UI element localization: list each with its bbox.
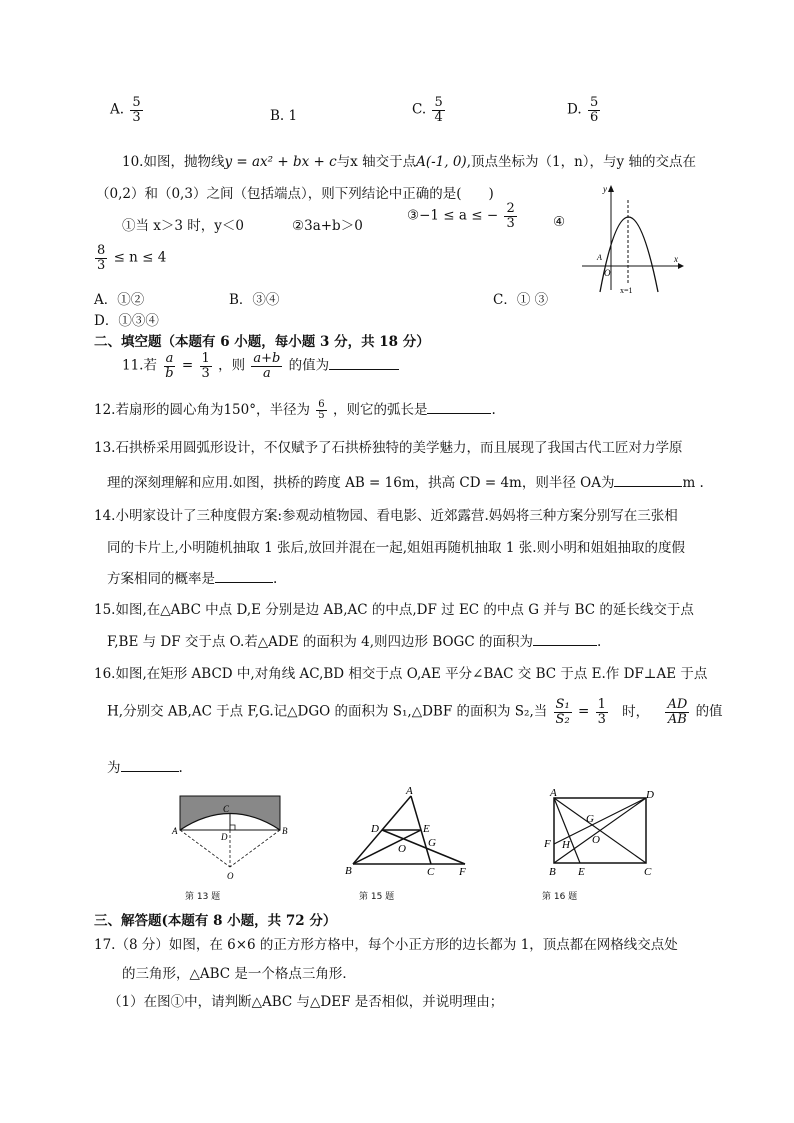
text: 10.如图，抛物线	[122, 154, 225, 170]
axis-label: x=1	[620, 286, 633, 295]
denominator: AB	[667, 711, 687, 727]
text: 12.若扇形的圆心角为150°，半径为	[94, 402, 310, 418]
label-a: A	[550, 787, 557, 799]
right-angle-mark	[230, 825, 235, 830]
denominator: 3	[597, 711, 606, 727]
label-e: E	[578, 866, 585, 878]
text: ③−1 ≤ a ≤ −	[407, 207, 499, 224]
option-label: A.	[110, 101, 125, 118]
label-c: C	[223, 804, 230, 814]
option-label: D.	[567, 101, 582, 118]
figure-16	[540, 786, 670, 878]
label-g: G	[586, 813, 594, 825]
text: 时，	[622, 703, 650, 720]
numerator: 2	[506, 201, 515, 216]
text: ，则	[218, 357, 246, 374]
denominator: a	[262, 365, 271, 381]
figure-15	[343, 786, 473, 878]
numerator: a+b	[253, 351, 281, 366]
figure-16-caption: 第 16 题	[542, 892, 578, 902]
text: 的值为	[288, 357, 330, 374]
fraction	[554, 698, 572, 726]
figure-15-caption: 第 15 题	[359, 892, 395, 902]
equation: y = ax² + bx + c	[224, 154, 337, 170]
q13-line1: 13.石拱桥采用圆弧形设计，不仅赋予了石拱桥独特的美学魅力，而且展现了我国古代工匠对力学原	[94, 440, 683, 456]
denominator: 3	[97, 257, 106, 273]
text: .	[273, 571, 278, 587]
y-axis-arrow	[608, 185, 614, 192]
q15-line2	[107, 630, 601, 650]
fraction	[95, 244, 107, 272]
label-d: D	[371, 823, 379, 835]
q10-option-d: D．①③④	[94, 313, 159, 329]
denominator: 6	[589, 109, 599, 125]
q14-line3	[107, 567, 277, 587]
denominator: 4	[434, 109, 443, 125]
segment-df	[554, 798, 646, 844]
q16-line2	[107, 698, 723, 726]
figure-13	[170, 792, 295, 882]
point: A(-1, 0)	[416, 154, 467, 170]
fraction	[316, 400, 326, 422]
q13-line2	[107, 471, 704, 491]
fraction	[596, 698, 608, 726]
q14-line1: 14.小明家设计了三种度假方案:参观动植物园、看电影、近郊露营.妈妈将三种方案分别写在三张相	[94, 508, 678, 524]
label-a: A	[406, 786, 413, 797]
q14-line2: 同的卡片上,小明随机抽取 1 张后,放回并混在一起,姐姐再随机抽取 1 张.则小明和姐姐抽取的度假	[107, 540, 686, 556]
answer-blank[interactable]	[533, 645, 597, 646]
label-g: G	[428, 837, 436, 849]
radius-ob	[230, 830, 280, 867]
q9-option-b: B. 1	[270, 108, 298, 124]
answer-blank[interactable]	[121, 771, 179, 772]
numerator: 5	[589, 95, 599, 110]
segment-df	[382, 830, 465, 864]
q10-option-c: C．① ③	[493, 292, 549, 308]
label-o: O	[592, 834, 600, 846]
q10-choice-2: ②3a+b＞0	[292, 218, 363, 234]
q10-choice-4	[93, 244, 166, 272]
fraction	[130, 96, 142, 124]
q10-option-b: B．③④	[229, 292, 280, 308]
label-f: F	[544, 838, 551, 850]
numerator: 6	[318, 398, 325, 410]
q16-line3	[107, 756, 183, 776]
text: ,顶点坐标为（1，n），与y 轴的交点在	[466, 154, 696, 170]
q17-line3: （1）在图①中，请判断△ABC 与△DEF 是否相似，并说明理由；	[108, 994, 504, 1010]
text: F,BE 与 DF 交于点 O.若△ADE 的面积为 4,则四边形 BOGC 的面积为	[107, 634, 533, 650]
numerator: 5	[132, 95, 141, 110]
label-b: B	[345, 865, 352, 877]
text: .	[491, 402, 496, 418]
label-f: F	[459, 866, 466, 878]
numerator: AD	[667, 697, 688, 712]
answer-blank[interactable]	[614, 486, 682, 487]
text: =	[181, 357, 194, 374]
fraction	[665, 698, 689, 726]
numerator: 8	[97, 243, 106, 258]
q9-option-d	[567, 96, 602, 124]
answer-blank[interactable]	[427, 413, 491, 414]
x-label: x	[674, 254, 678, 264]
text: H,分别交 AB,AC 于点 F,G.记△DGO 的面积为 S₁,△DBF 的面积为 S₂,当	[107, 703, 548, 720]
q9-option-c	[412, 96, 447, 124]
section-3-heading: 三、解答题(本题有 8 小题，共 72 分）	[94, 913, 337, 929]
numerator: 5	[434, 95, 443, 110]
text: 11.若	[122, 357, 157, 374]
text: ，则它的弧长是	[332, 402, 428, 418]
fraction	[588, 96, 600, 124]
text: =	[577, 703, 590, 720]
numerator: a	[165, 351, 174, 366]
denominator: S₂	[555, 711, 570, 727]
q16-line1: 16.如图,在矩形 ABCD 中,对角线 AC,BD 相交于点 O,AE 平分∠BAC 交 BC 于点 E.作 DF⊥AE 于点	[94, 666, 708, 682]
text: .	[178, 760, 183, 776]
q10-line1	[122, 150, 696, 170]
x-axis-arrow	[678, 263, 684, 269]
origin-label: O	[604, 268, 611, 278]
denominator: 3	[132, 109, 141, 125]
fraction	[432, 96, 444, 124]
answer-blank[interactable]	[215, 582, 273, 583]
label-h: H	[562, 839, 570, 851]
section-2-heading: 二、填空题（本题有 6 小题，每小题 3 分，共 18 分）	[94, 334, 430, 350]
q15-line1: 15.如图,在△ABC 中点 D,E 分别是边 AB,AC 的中点,DF 过 EC 的中点 G 并与 BC 的延长线交于点	[94, 602, 694, 618]
label-d: D	[221, 832, 228, 842]
text: 的值	[695, 703, 723, 720]
text: 为	[107, 760, 121, 776]
q17-line1: 17.（8 分）如图，在 6×6 的正方形方格中，每个小正方形的边长都为 1，顶点都在网格线交点处	[94, 937, 678, 953]
fraction	[251, 352, 282, 380]
label-d: D	[646, 789, 654, 801]
label-b: B	[549, 866, 556, 878]
denominator: 5	[318, 410, 325, 421]
q12	[94, 398, 496, 422]
text: m .	[682, 475, 704, 491]
text: 与x 轴交于点	[336, 154, 417, 170]
q9-option-a	[110, 96, 145, 124]
label-a: A	[172, 826, 178, 836]
label-b: B	[282, 826, 288, 836]
fraction	[504, 202, 516, 230]
answer-blank[interactable]	[329, 369, 399, 370]
figure-13-caption: 第 13 题	[185, 892, 221, 902]
label-o: O	[398, 843, 406, 855]
fraction	[163, 352, 175, 380]
numerator: S₁	[555, 697, 570, 712]
numerator: 1	[201, 351, 210, 366]
label-o: O	[227, 871, 234, 881]
point-a-label: A	[597, 253, 602, 262]
q10-choice-3	[407, 202, 519, 230]
y-label: y	[603, 184, 607, 194]
parabola-curve	[600, 217, 658, 292]
q10-option-a: A．①②	[94, 292, 145, 308]
q11	[122, 352, 399, 380]
text: .	[596, 634, 602, 650]
q10-line2: （0,2）和（0,3）之间（包括端点），则下列结论中正确的是( )	[96, 186, 494, 202]
q10-choice-1: ①当 x＞3 时，y＜0	[122, 218, 245, 234]
text: ≤ n ≤ 4	[113, 249, 167, 266]
q10-parabola-graph	[578, 180, 690, 296]
fraction	[200, 352, 212, 380]
segment-be	[353, 830, 421, 864]
label-c: C	[427, 866, 435, 878]
denominator: b	[165, 365, 174, 381]
text: 理的深刻理解和应用.如图，拱桥的跨度 AB = 16m，拱高 CD = 4m，则半径 OA为	[107, 475, 615, 491]
numerator: 1	[597, 697, 606, 712]
option-label: C.	[412, 101, 427, 118]
denominator: 3	[201, 365, 210, 381]
q10-choice-4-mark: ④	[553, 214, 566, 230]
label-e: E	[423, 823, 430, 835]
q17-line2: 的三角形，△ABC 是一个格点三角形．	[122, 966, 356, 982]
label-c: C	[644, 866, 652, 878]
denominator: 3	[506, 215, 515, 231]
text: 方案相同的概率是	[107, 571, 215, 587]
